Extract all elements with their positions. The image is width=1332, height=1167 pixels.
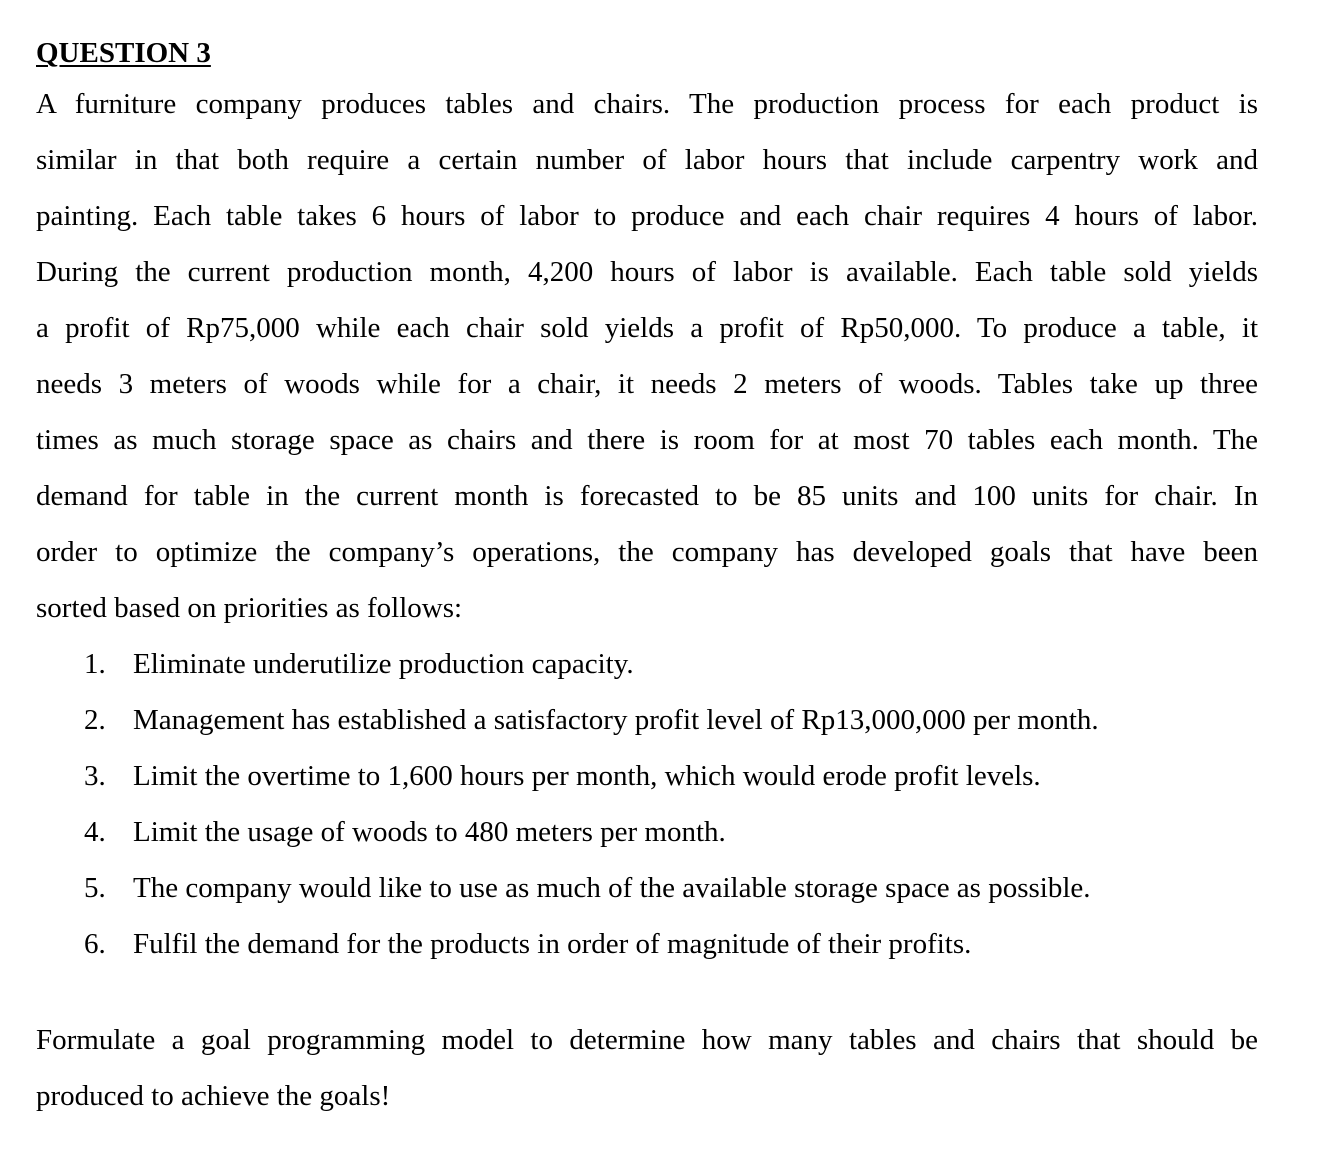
goal-text: Management has established a satisfactory profit level of Rp13,000,000 per month. [133,704,1099,736]
goal-number: 3. [84,760,106,792]
intro-line: a profit of Rp75,000 while each chair sold yields a profit of Rp50,000. To produce a table, it [36,312,1258,344]
intro-line: order to optimize the company’s operations, the company has developed goals that have been [36,536,1258,568]
goal-text: Eliminate underutilize production capacity. [133,648,634,680]
goal-text: Limit the usage of woods to 480 meters per month. [133,816,726,848]
goal-item [84,916,1258,972]
goal-number: 5. [84,872,106,904]
closing-paragraph [36,1012,1258,1124]
goal-text: Fulfil the demand for the products in order of magnitude of their profits. [133,928,972,960]
intro-line: During the current production month, 4,200 hours of labor is available. Each table sold yields [36,256,1258,288]
goal-number: 2. [84,704,106,736]
goal-item [84,860,1258,916]
goal-text: Limit the overtime to 1,600 hours per month, which would erode profit levels. [133,760,1041,792]
intro-line: A furniture company produces tables and chairs. The production process for each product is [36,88,1258,120]
intro-line: times as much storage space as chairs and there is room for at most 70 tables each month. The [36,424,1258,456]
goal-item [84,636,1258,692]
intro-line: sorted based on priorities as follows: [36,592,463,624]
question-document [36,30,1258,1124]
closing-line: produced to achieve the goals! [36,1080,391,1112]
intro-line: needs 3 meters of woods while for a chair, it needs 2 meters of woods. Tables take up three [36,368,1258,400]
intro-line: demand for table in the current month is forecasted to be 85 units and 100 units for chair. In [36,480,1258,512]
goal-number: 4. [84,816,106,848]
section-spacer [36,972,1258,1012]
goal-item [84,748,1258,804]
goal-text: The company would like to use as much of the available storage space as possible. [133,872,1091,904]
intro-line: similar in that both require a certain number of labor hours that include carpentry work and [36,144,1258,176]
question-heading: QUESTION 3 [36,37,211,69]
goal-number: 6. [84,928,106,960]
intro-paragraph [36,76,1258,636]
goal-number: 1. [84,648,106,680]
closing-line: Formulate a goal programming model to determine how many tables and chairs that should be [36,1024,1258,1056]
intro-line: painting. Each table takes 6 hours of labor to produce and each chair requires 4 hours of labor. [36,200,1258,232]
goals-list [36,636,1258,972]
goal-item [84,804,1258,860]
goal-item [84,692,1258,748]
